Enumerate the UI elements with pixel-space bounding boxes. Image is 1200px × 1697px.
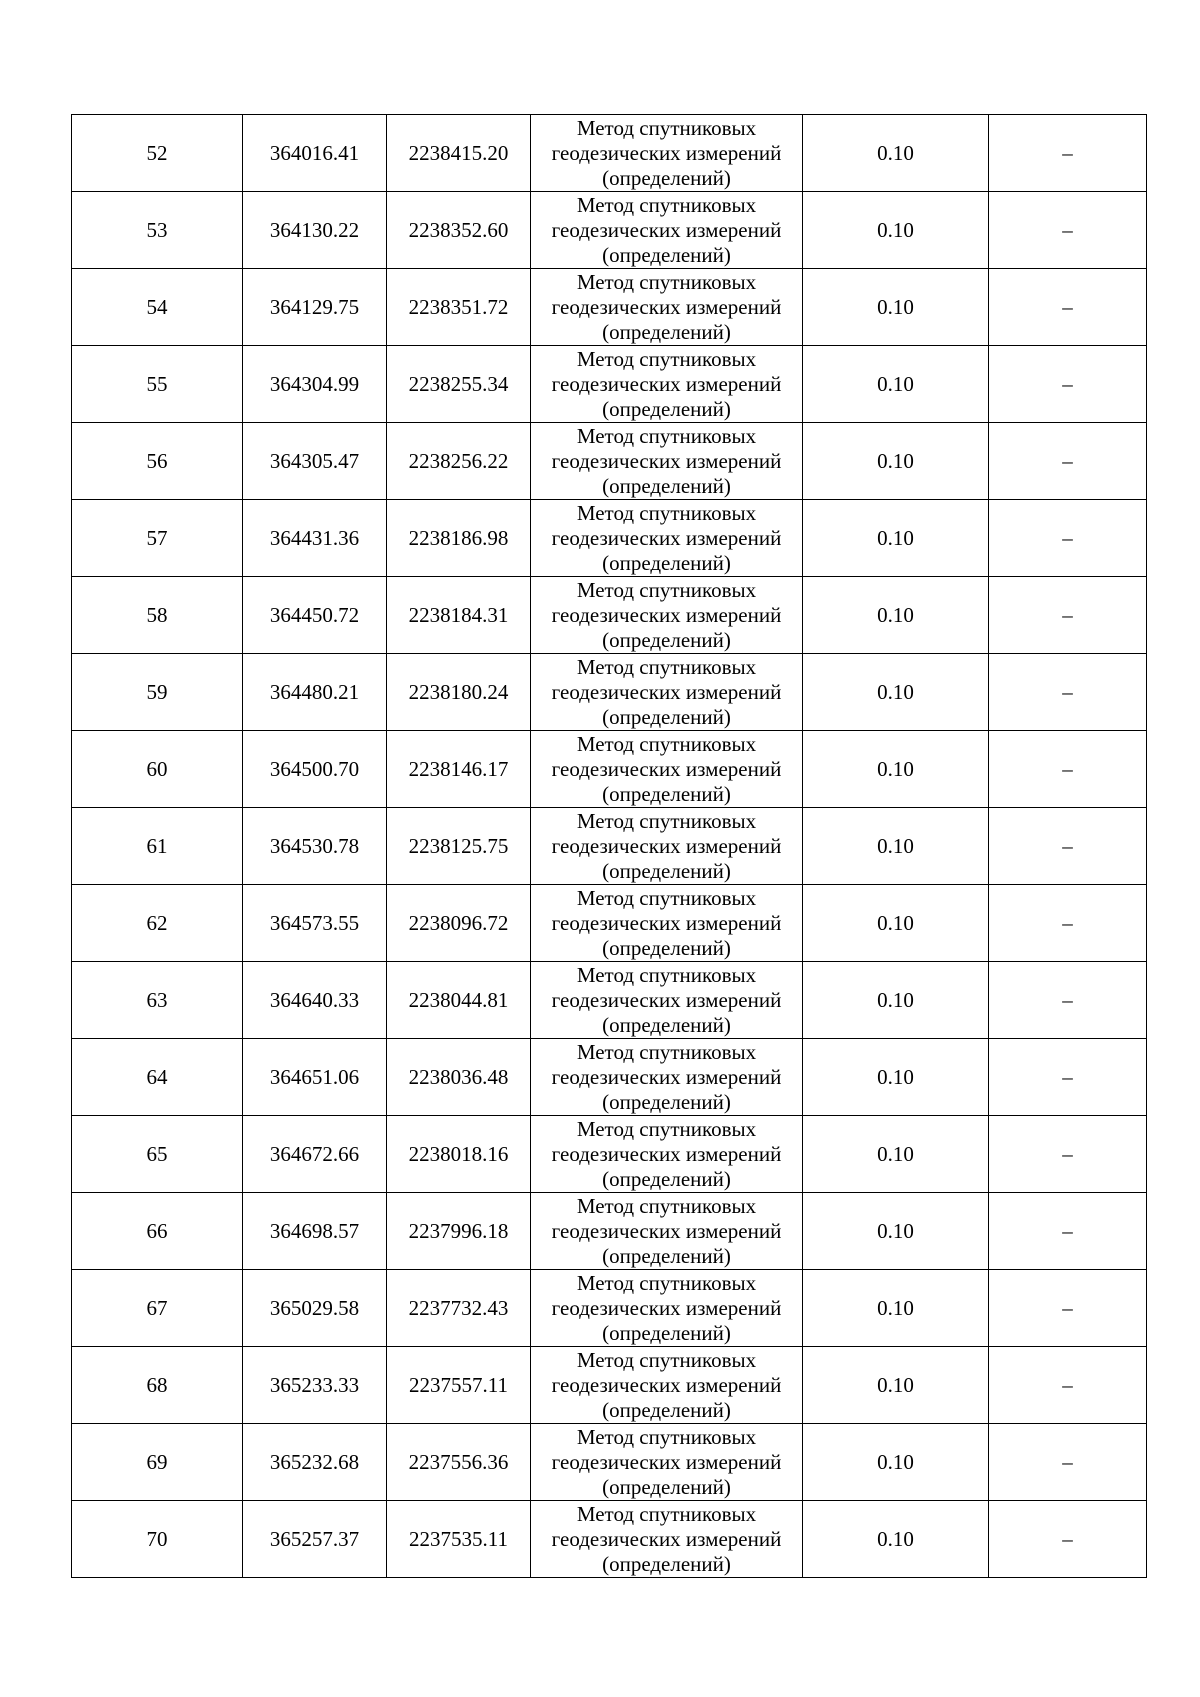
method-line-3: (определений) (602, 1551, 731, 1576)
table-row (72, 500, 1147, 577)
x-coordinate-cell: 364698.57 (243, 1193, 387, 1270)
table-row (72, 115, 1147, 192)
point-number-cell: 67 (72, 1270, 243, 1347)
note-cell: – (989, 885, 1147, 962)
y-coordinate-cell: 2237535.11 (387, 1501, 531, 1578)
y-coordinate-cell: 2238180.24 (387, 654, 531, 731)
note-cell: – (989, 962, 1147, 1039)
x-coordinate-cell: 364129.75 (243, 269, 387, 346)
note-cell: – (989, 577, 1147, 654)
point-number-cell: 64 (72, 1039, 243, 1116)
x-coordinate-cell: 364304.99 (243, 346, 387, 423)
point-number-cell: 61 (72, 808, 243, 885)
method-line-2: геодезических измерений (551, 1064, 782, 1089)
x-coordinate-cell: 364573.55 (243, 885, 387, 962)
point-number-cell: 59 (72, 654, 243, 731)
method-cell (531, 346, 803, 423)
point-number-cell: 57 (72, 500, 243, 577)
y-coordinate-cell: 2238351.72 (387, 269, 531, 346)
accuracy-cell: 0.10 (803, 269, 989, 346)
note-cell: – (989, 1116, 1147, 1193)
method-line-1: Метод спутниковых (576, 1116, 757, 1141)
table-row (72, 1193, 1147, 1270)
x-coordinate-cell: 365232.68 (243, 1424, 387, 1501)
x-coordinate-cell: 365257.37 (243, 1501, 387, 1578)
accuracy-cell: 0.10 (803, 577, 989, 654)
method-cell (531, 1501, 803, 1578)
table-row (72, 1116, 1147, 1193)
method-line-2: геодезических измерений (551, 756, 782, 781)
note-cell: – (989, 731, 1147, 808)
method-cell (531, 1039, 803, 1116)
y-coordinate-cell: 2237732.43 (387, 1270, 531, 1347)
method-line-2: геодезических измерений (551, 1218, 782, 1243)
method-line-3: (определений) (602, 1320, 731, 1345)
method-line-3: (определений) (602, 1012, 731, 1037)
method-line-2: геодезических измерений (551, 679, 782, 704)
method-cell (531, 577, 803, 654)
method-cell (531, 885, 803, 962)
method-line-1: Метод спутниковых (576, 1270, 757, 1295)
note-cell: – (989, 1039, 1147, 1116)
table-row (72, 654, 1147, 731)
method-cell (531, 962, 803, 1039)
method-cell (531, 192, 803, 269)
x-coordinate-cell: 364672.66 (243, 1116, 387, 1193)
method-line-3: (определений) (602, 473, 731, 498)
y-coordinate-cell: 2237996.18 (387, 1193, 531, 1270)
method-line-2: геодезических измерений (551, 987, 782, 1012)
point-number-cell: 58 (72, 577, 243, 654)
table-row (72, 1501, 1147, 1578)
method-line-2: геодезических измерений (551, 1372, 782, 1397)
method-line-3: (определений) (602, 781, 731, 806)
method-line-1: Метод спутниковых (576, 346, 757, 371)
accuracy-cell: 0.10 (803, 423, 989, 500)
method-line-3: (определений) (602, 319, 731, 344)
x-coordinate-cell: 364450.72 (243, 577, 387, 654)
coordinates-table (71, 114, 1147, 1578)
method-line-2: геодезических измерений (551, 1295, 782, 1320)
method-line-2: геодезических измерений (551, 833, 782, 858)
method-line-2: геодезических измерений (551, 448, 782, 473)
point-number-cell: 55 (72, 346, 243, 423)
y-coordinate-cell: 2238036.48 (387, 1039, 531, 1116)
point-number-cell: 69 (72, 1424, 243, 1501)
table-row (72, 885, 1147, 962)
y-coordinate-cell: 2238186.98 (387, 500, 531, 577)
table-row (72, 269, 1147, 346)
accuracy-cell: 0.10 (803, 1270, 989, 1347)
note-cell: – (989, 1501, 1147, 1578)
method-cell (531, 1424, 803, 1501)
note-cell: – (989, 423, 1147, 500)
method-cell (531, 731, 803, 808)
method-line-1: Метод спутниковых (576, 577, 757, 602)
table-row (72, 731, 1147, 808)
y-coordinate-cell: 2238256.22 (387, 423, 531, 500)
note-cell: – (989, 808, 1147, 885)
method-cell (531, 1193, 803, 1270)
method-cell (531, 654, 803, 731)
note-cell: – (989, 500, 1147, 577)
accuracy-cell: 0.10 (803, 1424, 989, 1501)
accuracy-cell: 0.10 (803, 1116, 989, 1193)
method-cell (531, 1347, 803, 1424)
table-row (72, 962, 1147, 1039)
method-line-2: геодезических измерений (551, 217, 782, 242)
method-line-3: (определений) (602, 1166, 731, 1191)
method-cell (531, 808, 803, 885)
accuracy-cell: 0.10 (803, 962, 989, 1039)
method-line-2: геодезических измерений (551, 371, 782, 396)
method-line-1: Метод спутниковых (576, 115, 757, 140)
note-cell: – (989, 1424, 1147, 1501)
method-line-1: Метод спутниковых (576, 1347, 757, 1372)
x-coordinate-cell: 365029.58 (243, 1270, 387, 1347)
accuracy-cell: 0.10 (803, 192, 989, 269)
method-line-3: (определений) (602, 1474, 731, 1499)
x-coordinate-cell: 364431.36 (243, 500, 387, 577)
point-number-cell: 70 (72, 1501, 243, 1578)
method-line-1: Метод спутниковых (576, 808, 757, 833)
y-coordinate-cell: 2237557.11 (387, 1347, 531, 1424)
method-cell (531, 269, 803, 346)
method-cell (531, 1270, 803, 1347)
method-line-2: геодезических измерений (551, 602, 782, 627)
method-line-2: геодезических измерений (551, 525, 782, 550)
x-coordinate-cell: 364640.33 (243, 962, 387, 1039)
method-line-3: (определений) (602, 627, 731, 652)
y-coordinate-cell: 2238125.75 (387, 808, 531, 885)
y-coordinate-cell: 2238146.17 (387, 731, 531, 808)
point-number-cell: 53 (72, 192, 243, 269)
accuracy-cell: 0.10 (803, 500, 989, 577)
accuracy-cell: 0.10 (803, 1501, 989, 1578)
y-coordinate-cell: 2238184.31 (387, 577, 531, 654)
y-coordinate-cell: 2238415.20 (387, 115, 531, 192)
x-coordinate-cell: 364305.47 (243, 423, 387, 500)
accuracy-cell: 0.10 (803, 346, 989, 423)
y-coordinate-cell: 2238352.60 (387, 192, 531, 269)
point-number-cell: 63 (72, 962, 243, 1039)
note-cell: – (989, 1347, 1147, 1424)
table-row (72, 423, 1147, 500)
method-line-2: геодезических измерений (551, 910, 782, 935)
table-row (72, 192, 1147, 269)
accuracy-cell: 0.10 (803, 654, 989, 731)
accuracy-cell: 0.10 (803, 115, 989, 192)
method-line-1: Метод спутниковых (576, 885, 757, 910)
point-number-cell: 54 (72, 269, 243, 346)
point-number-cell: 66 (72, 1193, 243, 1270)
point-number-cell: 68 (72, 1347, 243, 1424)
point-number-cell: 56 (72, 423, 243, 500)
method-line-2: геодезических измерений (551, 1449, 782, 1474)
note-cell: – (989, 115, 1147, 192)
table-row (72, 1347, 1147, 1424)
method-line-1: Метод спутниковых (576, 423, 757, 448)
method-line-3: (определений) (602, 1243, 731, 1268)
table-row (72, 1039, 1147, 1116)
method-line-1: Метод спутниковых (576, 269, 757, 294)
table-row (72, 346, 1147, 423)
y-coordinate-cell: 2238255.34 (387, 346, 531, 423)
method-line-1: Метод спутниковых (576, 1424, 757, 1449)
method-line-1: Метод спутниковых (576, 192, 757, 217)
note-cell: – (989, 1270, 1147, 1347)
method-line-2: геодезических измерений (551, 294, 782, 319)
table-row (72, 577, 1147, 654)
accuracy-cell: 0.10 (803, 1039, 989, 1116)
y-coordinate-cell: 2238096.72 (387, 885, 531, 962)
point-number-cell: 60 (72, 731, 243, 808)
point-number-cell: 52 (72, 115, 243, 192)
method-line-3: (определений) (602, 165, 731, 190)
note-cell: – (989, 346, 1147, 423)
accuracy-cell: 0.10 (803, 885, 989, 962)
note-cell: – (989, 192, 1147, 269)
x-coordinate-cell: 364530.78 (243, 808, 387, 885)
method-line-1: Метод спутниковых (576, 654, 757, 679)
x-coordinate-cell: 364130.22 (243, 192, 387, 269)
method-line-3: (определений) (602, 935, 731, 960)
method-cell (531, 115, 803, 192)
accuracy-cell: 0.10 (803, 731, 989, 808)
note-cell: – (989, 654, 1147, 731)
method-line-1: Метод спутниковых (576, 1039, 757, 1064)
method-line-2: геодезических измерений (551, 1526, 782, 1551)
method-line-3: (определений) (602, 396, 731, 421)
y-coordinate-cell: 2238044.81 (387, 962, 531, 1039)
table-row (72, 808, 1147, 885)
coordinates-table-body (72, 115, 1147, 1578)
method-line-3: (определений) (602, 858, 731, 883)
method-line-1: Метод спутниковых (576, 500, 757, 525)
x-coordinate-cell: 365233.33 (243, 1347, 387, 1424)
point-number-cell: 62 (72, 885, 243, 962)
note-cell: – (989, 1193, 1147, 1270)
method-line-1: Метод спутниковых (576, 731, 757, 756)
accuracy-cell: 0.10 (803, 1193, 989, 1270)
method-line-1: Метод спутниковых (576, 962, 757, 987)
y-coordinate-cell: 2237556.36 (387, 1424, 531, 1501)
method-line-3: (определений) (602, 550, 731, 575)
method-cell (531, 1116, 803, 1193)
method-line-2: геодезических измерений (551, 140, 782, 165)
method-line-2: геодезических измерений (551, 1141, 782, 1166)
y-coordinate-cell: 2238018.16 (387, 1116, 531, 1193)
accuracy-cell: 0.10 (803, 1347, 989, 1424)
method-line-1: Метод спутниковых (576, 1193, 757, 1218)
method-line-3: (определений) (602, 1397, 731, 1422)
point-number-cell: 65 (72, 1116, 243, 1193)
method-line-1: Метод спутниковых (576, 1501, 757, 1526)
table-row (72, 1424, 1147, 1501)
method-line-3: (определений) (602, 1089, 731, 1114)
method-cell (531, 500, 803, 577)
note-cell: – (989, 269, 1147, 346)
method-cell (531, 423, 803, 500)
method-line-3: (определений) (602, 704, 731, 729)
table-row (72, 1270, 1147, 1347)
accuracy-cell: 0.10 (803, 808, 989, 885)
x-coordinate-cell: 364016.41 (243, 115, 387, 192)
x-coordinate-cell: 364480.21 (243, 654, 387, 731)
x-coordinate-cell: 364500.70 (243, 731, 387, 808)
x-coordinate-cell: 364651.06 (243, 1039, 387, 1116)
method-line-3: (определений) (602, 242, 731, 267)
